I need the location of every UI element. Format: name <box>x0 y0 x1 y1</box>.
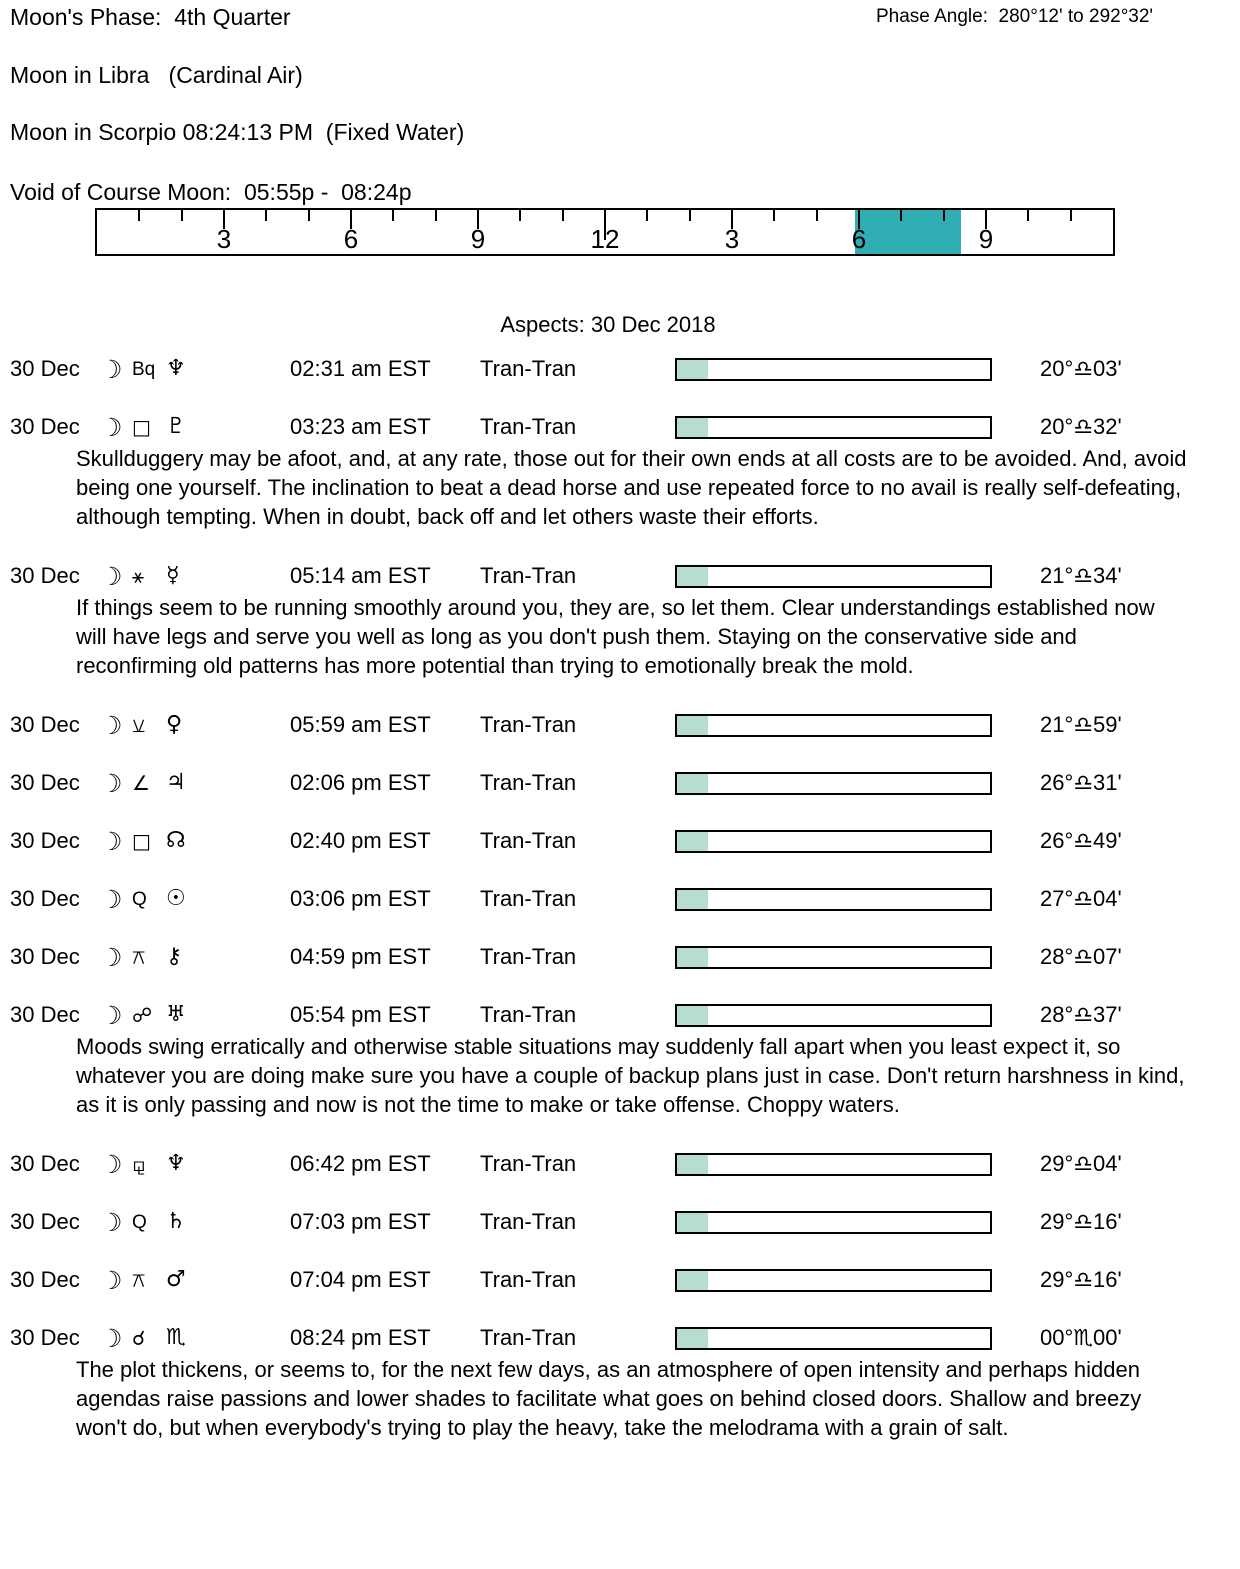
saturn-icon: ♄ <box>166 1209 186 1234</box>
aspect-date: 30 Dec <box>10 563 80 588</box>
aspect-orb-bar <box>675 565 992 588</box>
aspect-position: 26°♎49' <box>1040 828 1122 853</box>
aspect-time: 02:06 pm EST <box>290 770 431 795</box>
jupiter-icon: ♃ <box>166 770 186 795</box>
aspect-position: 28°♎37' <box>1040 1002 1122 1027</box>
aspect-date: 30 Dec <box>10 1325 80 1350</box>
hour-tick <box>519 210 521 221</box>
aspect-orb-bar <box>675 416 992 439</box>
aspect-type: Tran-Tran <box>480 1002 577 1027</box>
aspects-section-title: Aspects: 30 Dec 2018 <box>500 312 716 337</box>
aspect-row <box>10 356 1240 382</box>
aspect-date: 30 Dec <box>10 770 80 795</box>
moon-icon: ☽ <box>100 1323 123 1353</box>
aspect-glyphs <box>100 884 290 914</box>
aspect-orb-bar-fill <box>677 418 708 437</box>
hour-tick <box>943 210 945 221</box>
aspect-row <box>10 1151 1240 1177</box>
aspect-type: Tran-Tran <box>480 886 577 911</box>
quintile-icon: Q <box>132 1211 147 1233</box>
aspect-orb-bar-fill <box>677 1271 708 1290</box>
aspect-orb-bar-fill <box>677 1329 708 1348</box>
aspect-orb-bar <box>675 772 992 795</box>
aspect-position: 27°♎04' <box>1040 886 1122 911</box>
aspect-glyphs <box>100 710 290 740</box>
aspect-list <box>10 356 1240 1442</box>
aspect-time: 03:23 am EST <box>290 414 431 439</box>
hour-tick <box>900 210 902 221</box>
hour-label: 3 <box>724 224 740 254</box>
aspect-orb-bar <box>675 714 992 737</box>
aspect-glyphs <box>100 1149 290 1179</box>
aspect-position: 26°♎31' <box>1040 770 1122 795</box>
aspect-glyphs <box>100 1000 290 1030</box>
hour-tick <box>1070 210 1072 221</box>
venus-icon: ♀ <box>166 712 183 737</box>
aspect-orb-bar-fill <box>677 360 708 379</box>
aspect-position: 00°♏00' <box>1040 1325 1122 1350</box>
aspect-row <box>10 1267 1240 1293</box>
moon-icon: ☽ <box>100 1000 123 1030</box>
aspect-orb-bar <box>675 888 992 911</box>
aspect-type: Tran-Tran <box>480 770 577 795</box>
aspect-time: 07:03 pm EST <box>290 1209 431 1234</box>
aspect-type: Tran-Tran <box>480 356 577 381</box>
aspect-orb-bar <box>675 1327 992 1350</box>
quincunx-icon: ⚻ <box>132 945 146 969</box>
conjunction-icon: ☌ <box>132 1326 146 1350</box>
aspect-date: 30 Dec <box>10 1209 80 1234</box>
semisextile-icon: ⚺ <box>132 713 146 737</box>
aspect-orb-bar-fill <box>677 1213 708 1232</box>
aspect-orb-bar <box>675 358 992 381</box>
aspect-time: 07:04 pm EST <box>290 1267 431 1292</box>
aspect-time: 05:54 pm EST <box>290 1002 431 1027</box>
hour-tick <box>689 210 691 221</box>
hour-label: 6 <box>851 224 867 254</box>
aspect-date: 30 Dec <box>10 944 80 969</box>
hour-tick <box>265 210 267 221</box>
moon-ingress-line: Moon in Scorpio 08:24:13 PM (Fixed Water) <box>10 119 465 145</box>
hour-tick <box>138 210 140 221</box>
aspect-row <box>10 828 1240 854</box>
aspect-position: 29°♎16' <box>1040 1267 1122 1292</box>
aspect-orb-bar <box>675 1153 992 1176</box>
aspect-position: 29°♎04' <box>1040 1151 1122 1176</box>
aspect-type: Tran-Tran <box>480 712 577 737</box>
mercury-icon: ☿ <box>166 563 180 588</box>
aspect-orb-bar <box>675 1269 992 1292</box>
aspect-position: 20°♎32' <box>1040 414 1122 439</box>
semisquare-icon: ∠ <box>132 771 150 795</box>
hour-tick <box>1027 210 1029 221</box>
aspect-commentary: If things seem to be running smoothly around you, they are, so let them. Clear understandings established now will have legs and serve you well as long as you don't push them. Staying on the conservative side and reconfirming old patterns has more potential than trying to emotionally break the mold. <box>76 595 1155 678</box>
aspect-glyphs <box>100 942 290 972</box>
aspect-type: Tran-Tran <box>480 944 577 969</box>
aspect-commentary: Skullduggery may be afoot, and, at any rate, those out for their own ends at all costs are to be avoided. And, avoid being one yourself. The inclination to beat a dead horse and use repeated force to no avail is really self-defeating, although tempting. When in doubt, back off and let others waste their efforts. <box>76 446 1187 529</box>
moon-icon: ☽ <box>100 354 123 384</box>
aspect-row <box>10 1325 1240 1351</box>
north-node-icon: ☊ <box>166 828 186 853</box>
opposition-icon: ☍ <box>132 1003 153 1027</box>
aspect-date: 30 Dec <box>10 886 80 911</box>
biquintile-icon: Bq <box>132 358 156 380</box>
moon-icon: ☽ <box>100 412 123 442</box>
aspect-time: 04:59 pm EST <box>290 944 431 969</box>
aspect-date: 30 Dec <box>10 828 80 853</box>
aspect-row <box>10 414 1240 440</box>
hour-label: 9 <box>470 224 486 254</box>
day-timeline-ruler <box>95 208 1115 256</box>
moon-icon: ☽ <box>100 826 123 856</box>
aspect-type: Tran-Tran <box>480 828 577 853</box>
aspect-time: 05:59 am EST <box>290 712 431 737</box>
aspect-time: 02:40 pm EST <box>290 828 431 853</box>
aspect-type: Tran-Tran <box>480 414 577 439</box>
aspect-date: 30 Dec <box>10 1002 80 1027</box>
moon-icon: ☽ <box>100 561 123 591</box>
aspect-glyphs <box>100 412 290 442</box>
moon-phase-line: Moon's Phase: 4th Quarter <box>10 4 291 30</box>
aspect-type: Tran-Tran <box>480 1267 577 1292</box>
square-icon: □ <box>132 829 151 853</box>
aspect-position: 20°♎03' <box>1040 356 1122 381</box>
aspect-type: Tran-Tran <box>480 1209 577 1234</box>
aspect-row <box>10 1209 1240 1235</box>
moon-icon: ☽ <box>100 710 123 740</box>
square-icon: □ <box>132 415 151 439</box>
aspect-position: 21°♎34' <box>1040 563 1122 588</box>
aspect-orb-bar <box>675 946 992 969</box>
sun-icon: ☉ <box>166 886 186 911</box>
aspect-position: 21°♎59' <box>1040 712 1122 737</box>
aspect-date: 30 Dec <box>10 1267 80 1292</box>
moon-icon: ☽ <box>100 942 123 972</box>
moon-icon: ☽ <box>100 1265 123 1295</box>
sesquiquadrate-icon: ⚼ <box>132 1152 146 1176</box>
aspect-orb-bar-fill <box>677 832 708 851</box>
aspect-orb-bar-fill <box>677 1006 708 1025</box>
mars-icon: ♂ <box>166 1267 186 1292</box>
aspect-date: 30 Dec <box>10 1151 80 1176</box>
aspect-row <box>10 563 1240 589</box>
quincunx-icon: ⚻ <box>132 1268 146 1292</box>
aspect-orb-bar-fill <box>677 1155 708 1174</box>
aspect-time: 02:31 am EST <box>290 356 431 381</box>
hour-tick <box>816 210 818 221</box>
aspect-position: 29°♎16' <box>1040 1209 1122 1234</box>
aspect-orb-bar-fill <box>677 774 708 793</box>
void-of-course-highlight <box>855 210 960 254</box>
hour-tick <box>435 210 437 221</box>
aspect-time: 03:06 pm EST <box>290 886 431 911</box>
phase-angle-line: Phase Angle: 280°12' to 292°32' <box>876 6 1154 27</box>
aspect-glyphs <box>100 768 290 798</box>
hour-tick <box>562 210 564 221</box>
aspect-glyphs <box>100 1323 290 1353</box>
aspect-orb-bar-fill <box>677 948 708 967</box>
hour-label: 12 <box>590 224 620 254</box>
aspect-orb-bar <box>675 1211 992 1234</box>
aspect-orb-bar <box>675 830 992 853</box>
aspect-time: 08:24 pm EST <box>290 1325 431 1350</box>
aspect-orb-bar-fill <box>677 716 708 735</box>
neptune-icon: ♆ <box>166 356 186 381</box>
aspect-row <box>10 886 1240 912</box>
neptune-icon: ♆ <box>166 1151 186 1176</box>
hour-tick <box>308 210 310 221</box>
sextile-icon: ⚹ <box>132 564 144 588</box>
aspect-glyphs <box>100 826 290 856</box>
aspect-row <box>10 770 1240 796</box>
aspect-row <box>10 944 1240 970</box>
pluto-icon: ♇ <box>166 414 186 439</box>
aspect-time: 06:42 pm EST <box>290 1151 431 1176</box>
aspect-time: 05:14 am EST <box>290 563 431 588</box>
aspect-type: Tran-Tran <box>480 563 577 588</box>
hour-tick <box>392 210 394 221</box>
aspect-date: 30 Dec <box>10 414 80 439</box>
aspect-glyphs <box>100 1265 290 1295</box>
scorpio-ingress-icon: ♏ <box>166 1325 186 1350</box>
aspect-date: 30 Dec <box>10 356 80 381</box>
aspect-commentary: Moods swing erratically and otherwise stable situations may suddenly fall apart when you least expect it, so whatever you are doing make sure you have a couple of backup plans just in case. Don't return harshness in kind, as it is only passing and now is not the time to make or take offense. Choppy waters. <box>76 1034 1185 1117</box>
hour-tick <box>181 210 183 221</box>
chiron-icon: ⚷ <box>166 944 183 969</box>
aspect-position: 28°♎07' <box>1040 944 1122 969</box>
aspect-type: Tran-Tran <box>480 1151 577 1176</box>
moon-icon: ☽ <box>100 768 123 798</box>
aspect-date: 30 Dec <box>10 712 80 737</box>
void-of-course-line: Void of Course Moon: 05:55p - 08:24p <box>10 179 412 205</box>
aspect-row <box>10 712 1240 738</box>
aspect-orb-bar <box>675 1004 992 1027</box>
aspect-type: Tran-Tran <box>480 1325 577 1350</box>
quintile-icon: Q <box>132 888 147 910</box>
aspect-commentary: The plot thickens, or seems to, for the next few days, as an atmosphere of open intensity and perhaps hidden agendas raise passions and lower shades to facilitate what goes on behind closed doors. Shallow and breezy won't do, but when everybody's trying to play the heavy, take the melodrama with a grain of salt. <box>76 1357 1142 1440</box>
aspect-glyphs <box>100 354 290 384</box>
moon-icon: ☽ <box>100 1149 123 1179</box>
moon-sign-line: Moon in Libra (Cardinal Air) <box>10 62 303 88</box>
hour-tick <box>646 210 648 221</box>
aspect-row <box>10 1002 1240 1028</box>
uranus-icon: ♅ <box>166 1002 186 1027</box>
aspect-orb-bar-fill <box>677 567 708 586</box>
aspect-glyphs <box>100 561 290 591</box>
hour-label: 3 <box>216 224 232 254</box>
moon-icon: ☽ <box>100 1207 123 1237</box>
hour-label: 6 <box>343 224 359 254</box>
hour-tick <box>773 210 775 221</box>
hour-label: 9 <box>978 224 994 254</box>
moon-icon: ☽ <box>100 884 123 914</box>
aspect-glyphs <box>100 1207 290 1237</box>
aspect-orb-bar-fill <box>677 890 708 909</box>
